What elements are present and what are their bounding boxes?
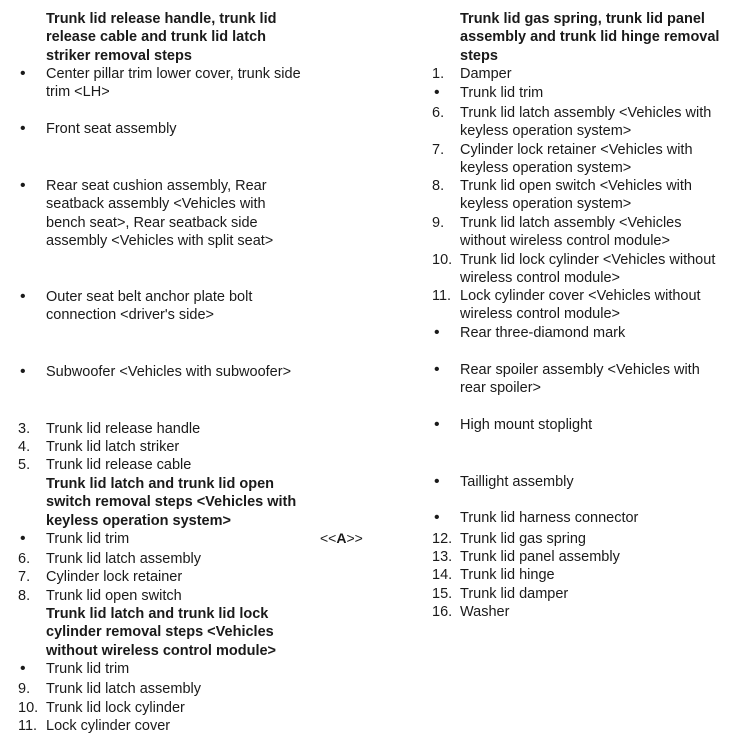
item-text: Trunk lid lock cylinder <Vehicles without wireless control module> (460, 252, 716, 287)
callout-letter: A (336, 530, 347, 546)
bullet-icon: • (20, 363, 26, 380)
heading-text: Trunk lid latch and trunk lid lock cylinder removal steps <Vehicles without wireless control module> (46, 606, 277, 659)
item-number: 4. (18, 439, 31, 455)
heading-text: Trunk lid gas spring, trunk lid panel assembly and trunk lid hinge removal steps (460, 11, 720, 64)
item-text: Lock cylinder cover <Vehicles without wireless control module> (460, 288, 701, 323)
item-text: Center pillar trim lower cover, trunk side trim <LH> (46, 66, 301, 101)
item-number: 16. (432, 604, 453, 620)
bullet-icon: • (434, 416, 440, 433)
item-text: Trunk lid trim (46, 531, 130, 547)
item-text: Damper (460, 66, 512, 82)
item-number: 11. (432, 288, 452, 304)
bullet-icon: • (20, 177, 26, 194)
item-text: Outer seat belt anchor plate bolt connection <driver's side> (46, 289, 253, 324)
item-number: 7. (432, 142, 445, 158)
callout-prefix: << (320, 530, 337, 546)
item-number: 11. (18, 718, 38, 734)
item-number: 13. (432, 549, 453, 565)
bullet-icon: • (20, 65, 26, 82)
item-text: Lock cylinder cover (46, 718, 171, 734)
item-text: Trunk lid release cable (46, 457, 192, 473)
item-text: Front seat assembly (46, 121, 177, 137)
heading-text: Trunk lid release handle, trunk lid release cable and trunk lid latch striker removal steps (46, 11, 277, 64)
item-number: 14. (432, 567, 453, 583)
item-text: Washer (460, 604, 510, 620)
item-text: Trunk lid hinge (460, 567, 555, 583)
item-number: 3. (18, 421, 31, 437)
item-text: Trunk lid harness connector (460, 510, 639, 526)
bullet-icon: • (434, 473, 440, 490)
item-number: 8. (432, 178, 445, 194)
item-text: Cylinder lock retainer <Vehicles with keyless operation system> (460, 142, 693, 177)
item-number: 9. (18, 681, 31, 697)
item-text: Rear three-diamond mark (460, 325, 626, 341)
item-text: Trunk lid open switch <Vehicles with keyless operation system> (460, 178, 692, 213)
item-text: Trunk lid latch assembly (46, 551, 201, 567)
item-text: Trunk lid open switch (46, 588, 182, 604)
bullet-icon: • (20, 288, 26, 305)
bullet-icon: • (20, 530, 26, 547)
callout-label (320, 529, 363, 547)
item-text: Taillight assembly (460, 474, 574, 490)
item-text: Trunk lid latch striker (46, 439, 180, 455)
item-number: 10. (432, 252, 453, 268)
item-text: Trunk lid trim (460, 85, 544, 101)
item-number: 6. (432, 105, 445, 121)
item-number: 12. (432, 531, 453, 547)
item-text: Trunk lid latch assembly (46, 681, 201, 697)
item-text: Rear seat cushion assembly, Rear seatback assembly <Vehicles with bench seat>, Rear seatback side assembly <Vehicles with split seat> (46, 178, 274, 250)
item-number: 9. (432, 215, 445, 231)
item-text: High mount stoplight (460, 417, 593, 433)
item-number: 1. (432, 66, 445, 82)
item-number: 6. (18, 551, 31, 567)
item-number: 7. (18, 569, 31, 585)
item-number: 8. (18, 588, 31, 604)
item-text: Trunk lid latch assembly <Vehicles without wireless control module> (460, 215, 682, 250)
bullet-icon: • (434, 361, 440, 378)
bullet-icon: • (20, 120, 26, 137)
item-text: Trunk lid release handle (46, 421, 201, 437)
item-text: Trunk lid lock cylinder (46, 700, 185, 716)
item-number: 5. (18, 457, 31, 473)
bullet-icon: • (434, 324, 440, 341)
item-text: Trunk lid latch assembly <Vehicles with keyless operation system> (460, 105, 712, 140)
item-number: 10. (18, 700, 39, 716)
item-number: 15. (432, 586, 453, 602)
item-text: Subwoofer <Vehicles with subwoofer> (46, 364, 292, 380)
bullet-icon: • (434, 84, 440, 101)
bullet-icon: • (434, 509, 440, 526)
bullet-icon: • (20, 660, 26, 677)
item-text: Trunk lid panel assembly (460, 549, 620, 565)
item-text: Trunk lid damper (460, 586, 569, 602)
item-text: Trunk lid gas spring (460, 531, 586, 547)
item-text: Rear spoiler assembly <Vehicles with rear spoiler> (460, 362, 700, 397)
heading-text: Trunk lid latch and trunk lid open switch removal steps <Vehicles with keyless operation system> (46, 476, 297, 529)
item-text: Cylinder lock retainer (46, 569, 183, 585)
item-text: Trunk lid trim (46, 661, 130, 677)
callout-suffix: >> (346, 530, 363, 546)
